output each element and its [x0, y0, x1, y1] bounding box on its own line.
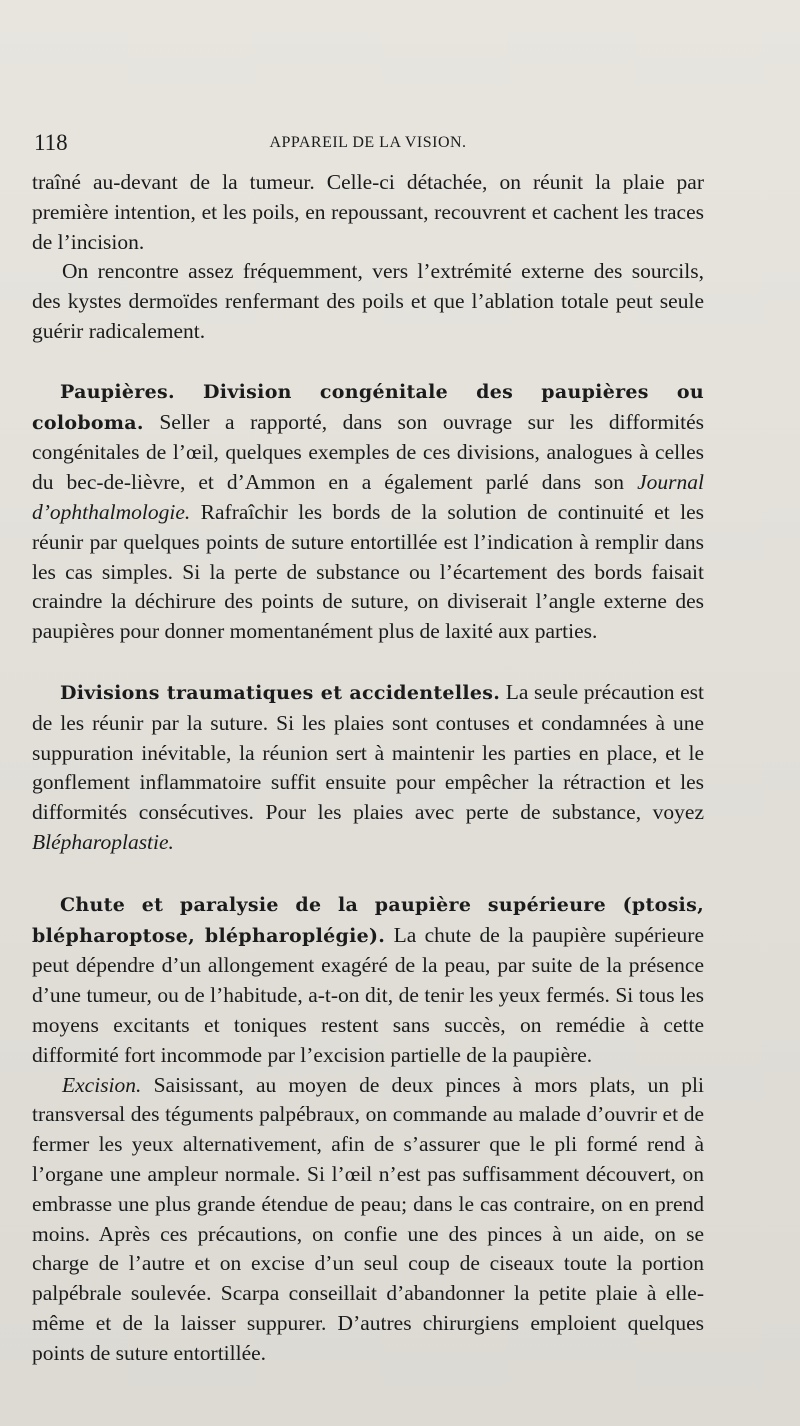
paragraph-dermoid-cysts: On rencontre assez fréquemment, vers l’extrémité externe des sourcils, des kystes dermoïdes renfermant des poils et que l’ablation totale peut seule guérir radicalement.: [32, 259, 704, 343]
paragraph-continuation: traîné au-devant de la tumeur. Celle-ci détachée, on réunit la plaie par première intention, et les poils, en repoussant, recouvrent et cachent les traces de l’incision.: [32, 170, 704, 254]
section-ptosis: [32, 890, 704, 1071]
section-text: La seule précaution est de les réunir par la suture. Si les plaies sont contuses et condamnées à une suppuration inévitable, la réunion sert à maintenir les parties en place, et le gonflement inflammatoire suffit ensuite pour empêcher la rétraction et les difformités consécutives. Pour les plaies avec perte de substance, voyez: [32, 679, 704, 825]
body-text: [32, 168, 704, 1368]
section-coloboma: [32, 377, 704, 647]
section-heading-coloboma: Paupières. Division congénitale des paupières ou coloboma.: [32, 380, 704, 434]
section-heading-traumatic: Divisions traumatiques et accidentelles.: [60, 681, 501, 704]
cross-reference: Blépharoplastie.: [32, 829, 174, 854]
running-title: APPAREIL DE LA VISION.: [269, 134, 467, 151]
section-text: Seller a rapporté, dans son ouvrage sur les difformités congénitales de l’œil, quelques exemples de ces divisions, analogues à celles du bec-de-lièvre, et d’Ammon en a également parlé dans son: [32, 409, 704, 495]
section-heading-ptosis: Chute et paralysie de la paupière supérieure (ptosis, blépharoptose, blépharoplégie).: [32, 893, 704, 947]
page-header: [34, 130, 702, 160]
section-traumatic-divisions: [32, 678, 704, 858]
excision-text: Saisissant, au moyen de deux pinces à mors plats, un pli transversal des téguments palpébraux, on commande au malade d’ouvrir et de fermer les yeux alternativement, afin de s’assurer que le pli formé rend à l’organe une ampleur normale. Si l’œil n’est pas suffisamment découvert, on embrasse une plus grande étendue de peau; dans le cas contraire, on en prend moins. Après ces précautions, on confie une des pinces à un aide, on se charge de l’autre et on excise d’un seul coup de ciseaux toute la portion palpébrale soulevée. Scarpa conseillait d’abandonner la petite plaie à elle-même et de la laisser suppurer. D’autres chirurgiens emploient quelques points de suture entortillée.: [32, 1072, 704, 1365]
excision-label: Excision.: [62, 1072, 142, 1097]
section-text: La chute de la paupière supérieure peut dépendre d’un allongement exagéré de la peau, par suite de la présence d’une tumeur, ou de l’habitude, a-t-on dit, de tenir les yeux fermés. Si tous les moyens excitants et toniques restent sans succès, on remédie à cette difformité fort incommode par l’excision partielle de la paupière.: [32, 922, 704, 1067]
section-text: Rafraîchir les bords de la solution de continuité et les réunir par quelques points de suture entortillée est l’indication à remplir dans les cas simples. Si la perte de substance ou l’écartement des bords faisait craindre la déchirure des points de suture, on diviserait l’angle externe des paupières pour donner momentanément plus de laxité aux parties.: [32, 499, 704, 644]
journal-title: Journal d’ophthalmologie.: [32, 470, 704, 524]
paragraph-excision: [32, 1071, 704, 1369]
page-number: 118: [34, 130, 68, 155]
